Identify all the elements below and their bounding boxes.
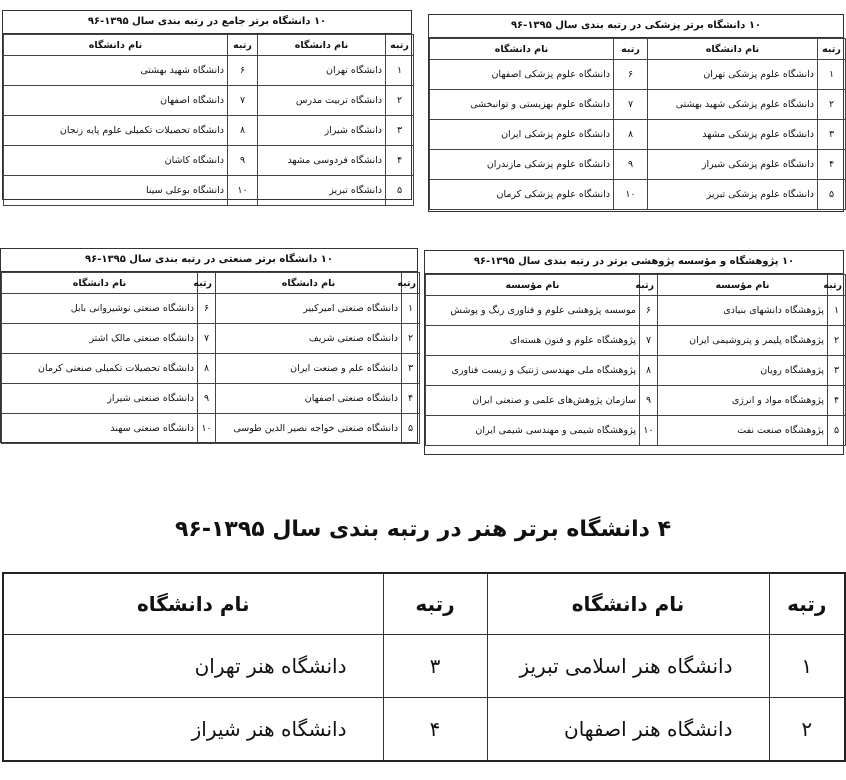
table-row — [2, 384, 420, 414]
rank-cell: ۹ — [640, 386, 658, 416]
table-row — [426, 416, 846, 446]
university-name-cell: پژوهشگاه شیمی و مهندسی شیمی ایران — [426, 416, 640, 446]
university-name-cell: پژوهشگاه ملی مهندسی ژنتیک و زیست فناوری — [426, 356, 640, 386]
rank-header: رتبه — [383, 573, 487, 635]
university-name-cell: دانشگاه اصفهان — [4, 86, 228, 116]
rank-cell: ۸ — [228, 116, 258, 146]
university-name-cell: دانشگاه هنر تهران — [3, 635, 383, 698]
rank-cell: ۱۰ — [640, 416, 658, 446]
rank-header: رتبه — [228, 35, 258, 56]
rank-cell: ۵ — [828, 416, 846, 446]
name-header: نام دانشگاه — [648, 39, 818, 60]
university-name-cell: دانشگاه تهران — [258, 56, 386, 86]
rank-header: رتبه — [769, 573, 845, 635]
industrial-table — [1, 272, 420, 444]
table-row — [426, 386, 846, 416]
university-name-cell: پژوهشگاه مواد و انرژی — [658, 386, 828, 416]
table-row — [2, 324, 420, 354]
panel-title: ۱۰ دانشگاه برتر جامع در رتبه بندی سال ۱۳۹۵-۹۶ — [3, 11, 411, 34]
university-name-cell: دانشگاه صنعتی اصفهان — [216, 384, 402, 414]
table-row — [4, 146, 414, 176]
table-row — [430, 150, 846, 180]
university-name-cell: دانشگاه تحصیلات تکمیلی علوم پایه زنجان — [4, 116, 228, 146]
rank-cell: ۷ — [614, 90, 648, 120]
rank-cell: ۷ — [228, 86, 258, 116]
university-name-cell: موسسه پژوهشی علوم و فناوری رنگ و پوشش — [426, 296, 640, 326]
industrial-ranking-panel — [0, 248, 418, 443]
name-header: نام دانشگاه — [430, 39, 614, 60]
rank-header: رتبه — [198, 273, 216, 294]
research-table — [425, 274, 846, 446]
university-name-cell: پژوهشگاه رویان — [658, 356, 828, 386]
table-row — [2, 414, 420, 444]
university-name-cell: دانشگاه صنعتی سهند — [2, 414, 198, 444]
rank-header: رتبه — [386, 35, 414, 56]
university-name-cell: دانشگاه تحصیلات تکمیلی صنعتی کرمان — [2, 354, 198, 384]
university-name-cell: دانشگاه کاشان — [4, 146, 228, 176]
name-header: نام دانشگاه — [2, 273, 198, 294]
medical-ranking-panel — [428, 14, 844, 212]
university-name-cell: دانشگاه صنعتی شریف — [216, 324, 402, 354]
table-row — [426, 296, 846, 326]
rank-cell: ۳ — [386, 116, 414, 146]
table-row — [4, 86, 414, 116]
rank-cell: ۵ — [818, 180, 846, 210]
university-name-cell: دانشگاه فردوسی مشهد — [258, 146, 386, 176]
table-row — [4, 176, 414, 206]
comprehensive-table — [3, 34, 414, 206]
table-row — [3, 698, 845, 762]
rank-cell: ۴ — [386, 146, 414, 176]
rank-cell: ۴ — [402, 384, 420, 414]
rank-cell: ۱ — [386, 56, 414, 86]
university-name-cell: دانشگاه شیراز — [258, 116, 386, 146]
university-name-cell: دانشگاه صنعتی شیراز — [2, 384, 198, 414]
rank-cell: ۵ — [386, 176, 414, 206]
header-row — [3, 573, 845, 635]
rank-cell: ۱ — [818, 60, 846, 90]
table-row — [426, 326, 846, 356]
rank-cell: ۴ — [383, 698, 487, 762]
rank-cell: ۱۰ — [228, 176, 258, 206]
university-name-cell: دانشگاه هنر شیراز — [3, 698, 383, 762]
rank-cell: ۱۰ — [614, 180, 648, 210]
university-name-cell: دانشگاه تربیت مدرس — [258, 86, 386, 116]
university-name-cell: پژوهشگاه صنعت نفت — [658, 416, 828, 446]
university-name-cell: دانشگاه هنر اسلامی تبریز — [487, 635, 769, 698]
name-header: نام دانشگاه — [4, 35, 228, 56]
table-row — [2, 294, 420, 324]
rank-cell: ۱ — [769, 635, 845, 698]
rank-cell: ۲ — [818, 90, 846, 120]
art-table — [2, 572, 846, 762]
header-row — [426, 275, 846, 296]
name-header: نام دانشگاه — [3, 573, 383, 635]
university-name-cell: پژوهشگاه دانشهای بنیادی — [658, 296, 828, 326]
header-row — [4, 35, 414, 56]
rank-cell: ۱۰ — [198, 414, 216, 444]
university-name-cell: دانشگاه علوم پزشکی مشهد — [648, 120, 818, 150]
rank-cell: ۷ — [640, 326, 658, 356]
university-name-cell: دانشگاه علوم پزشکی اصفهان — [430, 60, 614, 90]
table-row — [2, 354, 420, 384]
table-row — [430, 180, 846, 210]
university-name-cell: دانشگاه علوم پزشکی شهید بهشتی — [648, 90, 818, 120]
rank-cell: ۹ — [614, 150, 648, 180]
university-name-cell: دانشگاه علوم بهزیستی و توانبخشی — [430, 90, 614, 120]
university-name-cell: دانشگاه علوم پزشکی تبریز — [648, 180, 818, 210]
panel-title: ۱۰ دانشگاه برتر صنعتی در رتبه بندی سال ۱۳۹۵-۹۶ — [1, 249, 417, 272]
art-ranking-title: ۴ دانشگاه برتر هنر در رتبه بندی سال ۱۳۹۵-۹۶ — [174, 517, 672, 542]
university-name-cell: سازمان پژوهش‌های علمی و صنعتی ایران — [426, 386, 640, 416]
university-name-cell: پژوهشگاه پلیمر و پتروشیمی ایران — [658, 326, 828, 356]
rank-cell: ۱ — [828, 296, 846, 326]
university-name-cell: دانشگاه علوم پزشکی کرمان — [430, 180, 614, 210]
university-name-cell: دانشگاه صنعتی مالک اشتر — [2, 324, 198, 354]
art-ranking-panel — [2, 572, 844, 762]
rank-cell: ۸ — [614, 120, 648, 150]
rank-cell: ۲ — [769, 698, 845, 762]
name-header: نام دانشگاه — [216, 273, 402, 294]
research-ranking-panel — [424, 250, 844, 455]
rank-header: رتبه — [818, 39, 846, 60]
panel-title: ۱۰ پژوهشگاه و مؤسسه پژوهشی برتر در رتبه بندی سال ۱۳۹۵-۹۶ — [425, 251, 843, 274]
university-name-cell: پژوهشگاه علوم و فنون هسته‌ای — [426, 326, 640, 356]
rank-cell: ۶ — [228, 56, 258, 86]
table-row — [430, 60, 846, 90]
rank-cell: ۲ — [402, 324, 420, 354]
rank-cell: ۳ — [818, 120, 846, 150]
name-header: نام مؤسسه — [426, 275, 640, 296]
medical-table — [429, 38, 846, 210]
rank-cell: ۲ — [828, 326, 846, 356]
rank-cell: ۳ — [828, 356, 846, 386]
university-name-cell: دانشگاه شهید بهشتی — [4, 56, 228, 86]
rank-cell: ۲ — [386, 86, 414, 116]
rank-cell: ۷ — [198, 324, 216, 354]
rank-cell: ۶ — [640, 296, 658, 326]
university-name-cell: دانشگاه علوم پزشکی مازندران — [430, 150, 614, 180]
rank-header: رتبه — [402, 273, 420, 294]
rank-cell: ۳ — [402, 354, 420, 384]
name-header: نام دانشگاه — [258, 35, 386, 56]
university-name-cell: دانشگاه بوعلی سینا — [4, 176, 228, 206]
comprehensive-ranking-panel — [2, 10, 412, 200]
rank-cell: ۳ — [383, 635, 487, 698]
university-name-cell: دانشگاه صنعتی امیرکبیر — [216, 294, 402, 324]
university-name-cell: دانشگاه صنعتی نوشیروانی بابل — [2, 294, 198, 324]
name-header: نام مؤسسه — [658, 275, 828, 296]
rank-cell: ۴ — [818, 150, 846, 180]
university-name-cell: دانشگاه علوم پزشکی تهران — [648, 60, 818, 90]
rank-cell: ۹ — [228, 146, 258, 176]
rank-cell: ۹ — [198, 384, 216, 414]
name-header: نام دانشگاه — [487, 573, 769, 635]
rank-cell: ۸ — [198, 354, 216, 384]
university-name-cell: دانشگاه علوم پزشکی شیراز — [648, 150, 818, 180]
rank-cell: ۶ — [198, 294, 216, 324]
table-row — [426, 356, 846, 386]
rank-cell: ۵ — [402, 414, 420, 444]
university-name-cell: دانشگاه علوم پزشکی ایران — [430, 120, 614, 150]
panel-title: ۱۰ دانشگاه برتر پزشکی در رتبه بندی سال ۱۳۹۵-۹۶ — [429, 15, 843, 38]
table-row — [430, 120, 846, 150]
table-row — [430, 90, 846, 120]
rank-cell: ۶ — [614, 60, 648, 90]
rank-cell: ۴ — [828, 386, 846, 416]
university-name-cell: دانشگاه هنر اصفهان — [487, 698, 769, 762]
rank-cell: ۸ — [640, 356, 658, 386]
table-row — [4, 116, 414, 146]
header-row — [2, 273, 420, 294]
rank-header: رتبه — [828, 275, 846, 296]
table-row — [4, 56, 414, 86]
table-row — [3, 635, 845, 698]
university-name-cell: دانشگاه صنعتی خواجه نصیر الدین طوسی — [216, 414, 402, 444]
rank-cell: ۱ — [402, 294, 420, 324]
university-name-cell: دانشگاه تبریز — [258, 176, 386, 206]
header-row — [430, 39, 846, 60]
rank-header: رتبه — [614, 39, 648, 60]
rank-header: رتبه — [640, 275, 658, 296]
university-name-cell: دانشگاه علم و صنعت ایران — [216, 354, 402, 384]
